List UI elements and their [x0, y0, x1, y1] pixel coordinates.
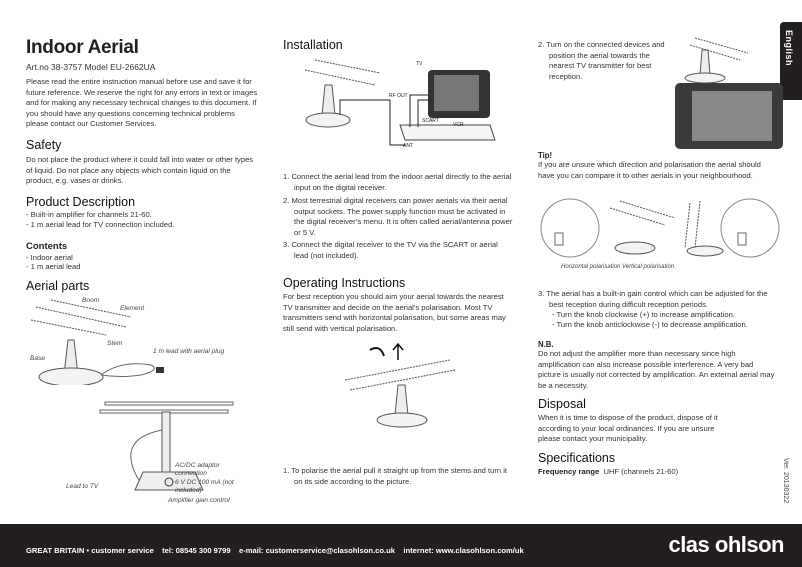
spec-row [538, 467, 678, 478]
installation-diagram [300, 55, 510, 155]
polarise-illustration [340, 340, 470, 430]
contents-item: - 1 m aerial lead [26, 262, 81, 271]
product-description-item: - 1 m aerial lead for TV connection included. [26, 220, 175, 229]
label-ant: ANT [403, 143, 413, 149]
installation-step: 3. Connect the digital receiver to the TV via the SCART or aerial lead (not included). [283, 240, 498, 260]
gain-item: - Turn the knob anticlockwise (-) to decrease amplification. [552, 320, 748, 329]
operating-step-2: 2. Turn on the connected devices and position the aerial towards the nearest TV transmitter for best reception. [538, 40, 665, 81]
polarisation-illustration [540, 193, 780, 263]
specifications-heading: Specifications [538, 451, 616, 465]
label-adaptor-spec: 6 V DC 100 mA (not included) [175, 479, 234, 494]
label-lead: 1 m lead with aerial plug [153, 348, 225, 355]
page-title: Indoor Aerial [26, 37, 139, 58]
label-adaptor: AC/DC adaptor connection [175, 462, 220, 477]
nb-heading: N.B. [538, 340, 554, 349]
label-element: Element [120, 305, 145, 312]
label-rf-out: RF OUT [389, 93, 408, 99]
version: Ver. 20130322 [782, 458, 789, 504]
tip-text: If you are unsure which direction and polarisation the aerial should have you can compare it to other aerials in your neighbourhood. [538, 160, 761, 180]
label-tv: TV [416, 61, 423, 67]
nb-text: Do not adjust the amplifier more than necessary since high amplification can also increase possible interference. A very bad picture is usually not corrected by amplification. An external aerial may be a necessity. [538, 349, 775, 390]
gain-item: - Turn the knob clockwise (+) to increase amplification. [552, 310, 735, 319]
brand-logo: clas ohlson [668, 532, 784, 557]
disposal-text: When it is time to dispose of the product, dispose of it according to your local ordinances. If you are unsure please contact your municipality. [538, 413, 718, 444]
product-description-heading: Product Description [26, 195, 136, 209]
product-description-item: - Built-in amplifier for channels 21-60. [26, 210, 152, 219]
spec-label: Frequency range [538, 467, 600, 476]
polarisation-caption: Horizontal polarisation Vertical polarisation [561, 264, 675, 270]
safety-text: Do not place the product where it could fall into water or other types of liquid. Do not place any objects which contain liquid on the product, e.g. vases or drinks. [26, 155, 254, 186]
operating-step-1: 1. To polarise the aerial pull it straight up from the stems and turn it on its side according to the picture. [283, 466, 507, 486]
label-vcr: VCR [453, 122, 464, 128]
tip-heading: Tip! [538, 151, 553, 160]
label-base: Base [30, 355, 46, 362]
operating-heading: Operating Instructions [283, 276, 406, 290]
installation-heading: Installation [283, 38, 343, 52]
label-scart: SCART [422, 118, 439, 124]
safety-heading: Safety [26, 138, 62, 152]
installation-step: 1. Connect the aerial lead from the indoor aerial directly to the aerial input on the digital receiver. [283, 172, 512, 192]
footer-contact: GREAT BRITAIN • customer service tel: 08545 300 9799 e-mail: customerservice@clasohlson.co.uk internet: www.clasohlson.com/uk [26, 546, 524, 555]
language-label: English [784, 30, 794, 67]
label-stem: Stem [107, 340, 123, 347]
intro-text: Please read the entire instruction manual before use and save it for future reference. We reserve the right for any errors in text or images and for making any necessary technical changes to this document. If you should have any questions concerning technical problems please contact our Customer Services. [26, 77, 258, 129]
label-gain-control: Amplifier gain control [168, 497, 230, 504]
article-number: Art.no 38-3757 Model EU-2662UA [26, 62, 156, 72]
operating-text: For best reception you should aim your aerial towards the nearest TV transmitter and decide on the aerial’s polarisation. Most TV transmitters send with horizontal polarisation, but some areas may still send with vertical polarisation. [283, 292, 506, 333]
aerial-parts-heading: Aerial parts [26, 279, 90, 293]
spec-value: UHF (channels 21-60) [603, 467, 679, 476]
footer [0, 524, 802, 567]
tv-with-aerial-illustration [670, 35, 785, 155]
label-lead-to-tv: Lead to TV [66, 483, 99, 490]
installation-step: 2. Most terrestrial digital receivers can power aerials via their aerial output sockets. The power supply function must be activated in the digital receiver’s menu. It is often called aerial/antenna power or 5 V. [283, 196, 513, 237]
disposal-heading: Disposal [538, 397, 586, 411]
label-boom: Boom [82, 297, 100, 304]
contents-heading: Contents [26, 241, 68, 252]
aerial-parts-illustration [26, 295, 176, 385]
contents-item: - Indoor aerial [26, 253, 73, 262]
operating-step-3: 3. The aerial has a built-in gain control which can be adjusted for the best reception during difficult reception periods. [538, 289, 768, 309]
